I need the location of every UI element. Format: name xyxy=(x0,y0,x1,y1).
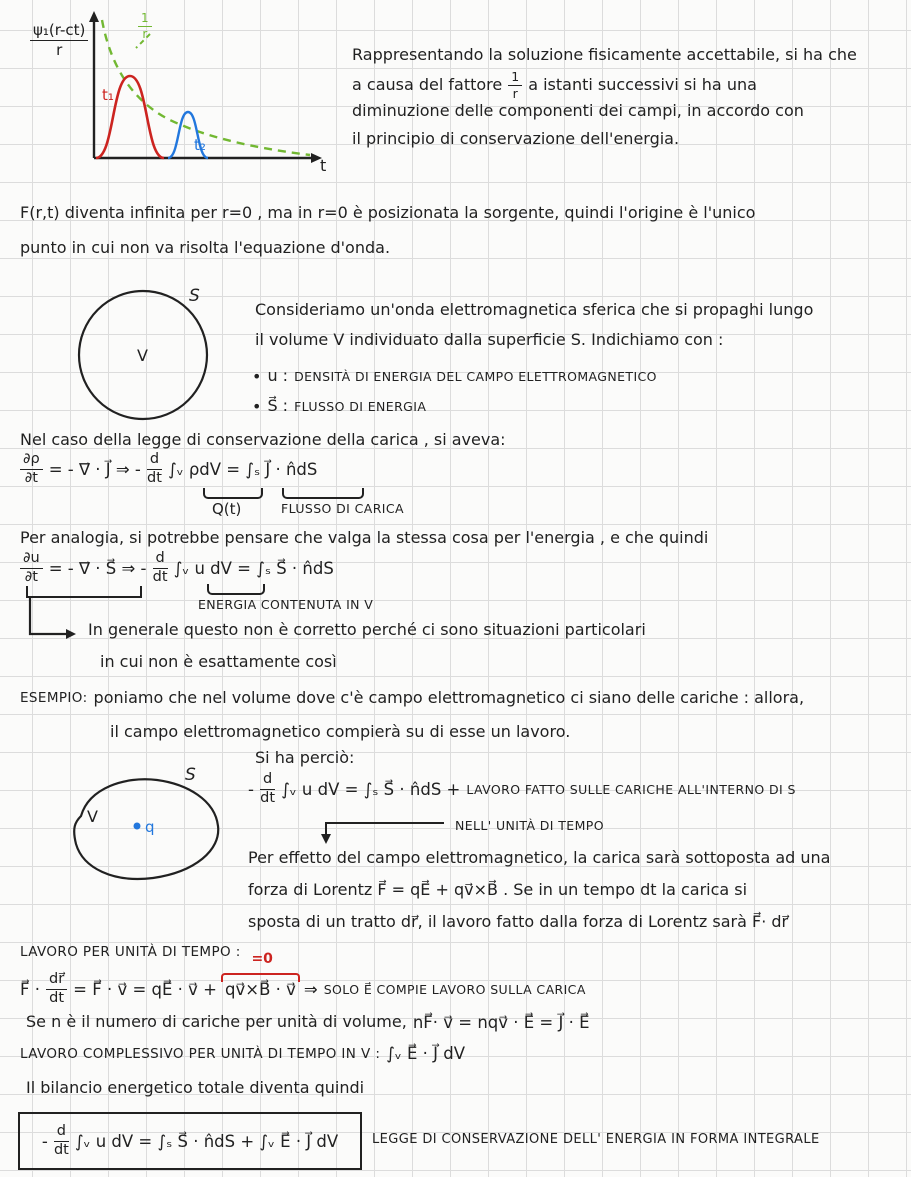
arrowhead xyxy=(66,629,76,639)
lorentz-paragraph-line-1: Per effetto del campo elettromagnetico, la carica sarà sottoposta ad una xyxy=(248,848,831,867)
magnetic-term xyxy=(223,950,298,999)
y-axis-arrowhead xyxy=(89,11,99,22)
wave-note-line-1: F(r,t) diventa infinita per r=0 , ma in r=0 è posizionata la sorgente, quindi l'origine è l'unico xyxy=(20,203,756,222)
final-d-dt-fraction xyxy=(54,1124,69,1159)
work-rate-mid: = F⃗ · v⃗ = qE⃗ · v⃗ + xyxy=(73,979,217,999)
total-work-integral: ∫ᵥ E⃗ · J⃗ dV xyxy=(386,1044,466,1063)
energy-equation-integrals: ∫ᵥ u dV = ∫ₛ S⃗ · n̂dS xyxy=(173,558,334,578)
charge-dot xyxy=(134,823,141,830)
fraction-denominator: dt xyxy=(53,1141,69,1158)
total-work-line xyxy=(20,1044,465,1063)
energy-du-dt-fraction xyxy=(20,551,43,586)
blob-surface-label: S xyxy=(185,766,196,785)
percio-equation xyxy=(248,772,796,807)
minus-sign: - xyxy=(248,779,254,799)
intro-line-2-pre: a causa del fattore xyxy=(352,75,503,95)
percio-equation-integrals: ∫ᵥ u dV = ∫ₛ S⃗ · n̂dS + xyxy=(281,779,461,799)
fraction-denominator: dt xyxy=(49,989,65,1006)
conservation-law-integrals: ∫ᵥ u dV = ∫ₛ S⃗ · n̂dS + ∫ᵥ E⃗ · J⃗ dV xyxy=(75,1131,339,1151)
charge-underbrace-flux xyxy=(282,488,364,499)
example-line-1 xyxy=(20,688,804,708)
charge-equation xyxy=(20,452,317,487)
energy-underbrace xyxy=(207,584,265,595)
envelope-label-numerator: 1 xyxy=(138,12,152,27)
energy-caveat-line-2: in cui non è esattamente così xyxy=(100,652,337,671)
fraction-numerator: 1 xyxy=(508,70,522,86)
intro-line-3: diminuzione delle componenti dei campi, in accordo con xyxy=(352,101,804,120)
charge-underbrace-flux-label: FLUSSO DI CARICA xyxy=(281,501,404,516)
energy-caveat-line-1: In generale questo non è corretto perché ci sono situazioni particolari xyxy=(88,620,646,639)
sphere-text-line-2: il volume V individuato dalla superficie S. Indichiamo con : xyxy=(255,330,724,349)
example-label: ESEMPIO: xyxy=(20,690,88,706)
magnetic-term-text: qv⃗×B⃗ · v⃗ xyxy=(225,979,296,999)
implies-arrow: ⇒ xyxy=(303,979,318,999)
fraction-numerator: d xyxy=(54,1124,69,1142)
example-line-2: il campo elettromagnetico compierà su di esse un lavoro. xyxy=(110,722,571,741)
fraction-denominator: dt xyxy=(152,568,168,585)
caveat-arrow-connector xyxy=(24,596,88,644)
charge-d-dt-fraction xyxy=(147,452,162,487)
fraction-denominator: dt xyxy=(147,469,162,486)
balance-intro: Il bilancio energetico totale diventa quindi xyxy=(26,1078,365,1097)
y-axis-label xyxy=(30,22,88,58)
charge-intro: Nel caso della legge di conservazione della carica , si aveva: xyxy=(20,430,506,449)
charge-label: q xyxy=(145,818,155,836)
minus-sign: - xyxy=(41,1131,48,1151)
fraction-numerator: d xyxy=(153,551,168,569)
envelope-label xyxy=(138,12,152,41)
intro-line-2 xyxy=(352,70,757,101)
definition-u xyxy=(252,366,657,386)
bullet-dot: • xyxy=(252,396,262,416)
y-axis-label-numerator: ψ₁(r-ct) xyxy=(30,22,88,41)
equals-zero-label: =0 xyxy=(251,950,273,967)
energy-intro: Per analogia, si potrebbe pensare che valga la stessa cosa per l'energia , e che quindi xyxy=(20,528,709,547)
lorentz-paragraph-line-3: sposta di un tratto dr⃗, il lavoro fatto dalla forza di Lorentz sarà F⃗· dr⃗ xyxy=(248,912,789,931)
fraction-denominator: r xyxy=(512,85,518,101)
fraction-numerator: d xyxy=(147,452,162,470)
energy-d-dt-fraction xyxy=(153,551,168,586)
definition-u-text: DENSITÀ DI ENERGIA DEL CAMPO ELETTROMAGNETICO xyxy=(294,368,657,384)
energy-underbrace-label: ENERGIA CONTENUTA IN V xyxy=(198,597,374,612)
only-e-does-work-text: SOLO E⃗ COMPIE LAVORO SULLA CARICA xyxy=(323,981,586,997)
definition-s-text: FLUSSO DI ENERGIA xyxy=(294,398,427,414)
intro-line-4: il principio di conservazione dell'energia. xyxy=(352,129,680,148)
conservation-law-equation xyxy=(42,1124,338,1159)
energy-equation xyxy=(20,551,334,586)
percio-intro: Si ha perciò: xyxy=(255,748,355,767)
lorentz-paragraph-line-2: forza di Lorentz F⃗ = qE⃗ + qv⃗×B⃗ . Se in un tempo dt la carica si xyxy=(248,880,748,899)
definition-s xyxy=(252,396,426,416)
energy-equation-mid: = - ∇⃗ · S⃗ ⇒ - xyxy=(48,558,147,578)
example-text-1: poniamo che nel volume dove c'è campo elettromagnetico ci siano delle cariche : allora, xyxy=(93,688,805,707)
percio-d-dt-fraction xyxy=(260,772,275,807)
charge-density-equation: nF⃗· v⃗ = nqv⃗ · E⃗ = J⃗ · E⃗ xyxy=(412,1012,590,1032)
per-unit-time-connector xyxy=(318,818,448,848)
charge-density-line xyxy=(26,1012,590,1032)
per-unit-time-label: NELL' UNITÀ DI TEMPO xyxy=(455,818,604,833)
charge-underbrace-q-label: Q(t) xyxy=(212,500,242,518)
fraction-denominator: dt xyxy=(260,789,276,806)
intro-line-1: Rappresentando la soluzione fisicamente accettabile, si ha che xyxy=(352,45,857,64)
charge-drho-dt-fraction xyxy=(20,452,43,487)
intro-line-2-post: a istanti successivi si ha una xyxy=(528,75,757,95)
definition-s-symbol: S⃗ : xyxy=(267,396,289,415)
total-work-text: LAVORO COMPLESSIVO PER UNITÀ DI TEMPO IN V : xyxy=(20,1045,381,1062)
work-per-unit-time-title: LAVORO PER UNITÀ DI TEMPO : xyxy=(20,944,241,960)
fraction-denominator: ∂t xyxy=(24,469,38,486)
wave-note-line-2: punto in cui non va risolta l'equazione d'onda. xyxy=(20,238,391,257)
envelope-label-denominator: r xyxy=(142,27,148,42)
sphere-volume-diagram xyxy=(75,285,215,425)
sphere-text-line-1: Consideriamo un'onda elettromagnetica sferica che si propaghi lungo xyxy=(255,300,814,319)
conservation-law-box xyxy=(18,1112,362,1170)
fraction-denominator: ∂t xyxy=(24,568,38,585)
fraction-numerator: ∂u xyxy=(20,551,43,569)
fraction-numerator: d xyxy=(260,772,275,790)
charge-density-text: Se n è il numero di cariche per unità di volume, xyxy=(26,1012,407,1031)
sphere-surface-label: S xyxy=(189,286,200,306)
pulse-t1-label: t₁ xyxy=(102,86,114,104)
x-axis-label: t xyxy=(320,156,327,175)
volume-with-charge-diagram xyxy=(45,766,230,891)
blob-volume-label: V xyxy=(87,807,98,826)
charge-underbrace-q xyxy=(203,488,263,499)
envelope-curve xyxy=(102,20,310,155)
work-on-charges-text: LAVORO FATTO SULLE CARICHE ALL'INTERNO DI S xyxy=(466,781,796,797)
charge-equation-integrals: ∫ᵥ ρdV = ∫ₛ J⃗ · n̂dS xyxy=(168,459,318,479)
dr-dt-fraction xyxy=(46,972,67,1007)
pulse-t2-label: t₂ xyxy=(194,136,206,154)
charge-equation-mid: = - ∇⃗ · J⃗ ⇒ - xyxy=(48,459,141,479)
equals-zero-bracket xyxy=(221,973,300,982)
bullet-dot: • xyxy=(252,366,262,386)
fraction-numerator: dr⃗ xyxy=(46,972,67,990)
fraction-numerator: ∂ρ xyxy=(20,452,43,470)
definition-u-symbol: u : xyxy=(267,366,289,385)
force-dot: F⃗ · xyxy=(20,979,40,999)
one-over-r-fraction xyxy=(508,70,522,101)
arrowhead xyxy=(321,834,331,844)
y-axis-label-denominator: r xyxy=(56,40,63,59)
sphere-volume-label: V xyxy=(137,346,148,365)
conservation-law-caption: LEGGE DI CONSERVAZIONE DELL' ENERGIA IN FORMA INTEGRALE xyxy=(372,1132,820,1147)
